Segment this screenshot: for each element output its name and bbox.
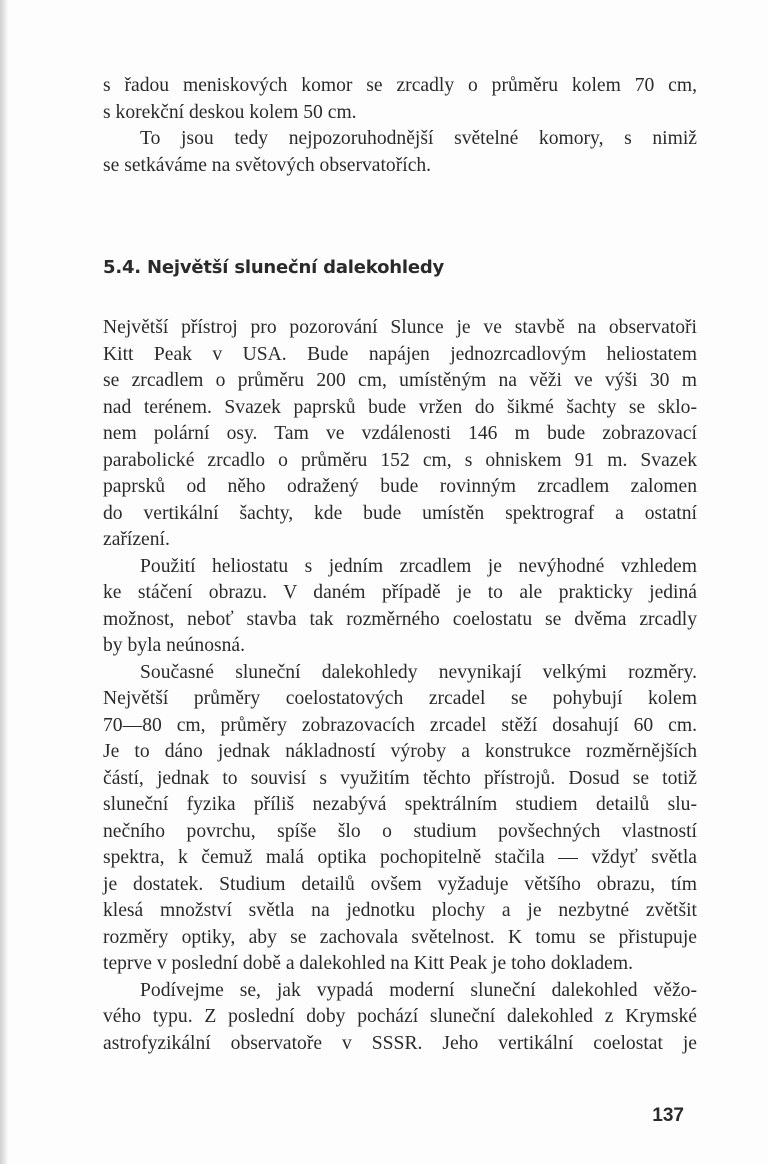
text-line: s řadou meniskových komor se zrcadly o průměru kolem 70 cm, [103, 75, 697, 96]
section-body [103, 315, 697, 1057]
paragraph [103, 978, 697, 1058]
text-line: Použití heliostatu s jedním zrcadlem je nevýhodné vzhledem [140, 555, 697, 577]
text-line: by byla neúnosná. [103, 635, 246, 656]
text-line: Největší průměry coelostatových zrcadel se pohybují kolem [103, 688, 697, 709]
text-line: Kitt Peak v USA. Bude napájen jednozrcadlovým heliostatem [103, 343, 697, 365]
text-line: částí, jednak to souvisí s využitím těchto přístrojů. Dosud se totiž [103, 767, 697, 789]
text-line: s korekční deskou kolem 50 cm. [103, 101, 357, 123]
paragraph [103, 554, 697, 660]
paragraph [103, 73, 697, 126]
text-line: Je to dáno jednak nákladností výroby a konstrukce rozměrnějších [103, 741, 697, 762]
text-line: se setkáváme na světových observatořích. [103, 154, 432, 176]
text-line: ke stáčení obrazu. V daném případě je to ale prakticky jediná [103, 582, 697, 603]
paragraph [103, 660, 697, 978]
text-line: Podívejme se, jak vypadá moderní sluneční dalekohled věžo- [140, 979, 697, 1001]
text-line: To jsou tedy nejpozoruhodnější světelné komory, s nimiž [140, 128, 697, 149]
text-line: Největší přístroj pro pozorování Slunce je ve stavbě na observatoři [103, 317, 697, 338]
text-line: zařízení. [103, 529, 170, 550]
intro-text [103, 73, 697, 179]
text-line: rozměry optiky, aby se zachovala světelnost. K tomu se přistupuje [103, 926, 697, 948]
text-line: teprve v poslední době a dalekohled na Kitt Peak je toho dokladem. [103, 953, 633, 974]
text-line: vého typu. Z poslední doby pochází sluneční dalekohled z Krymské [103, 1006, 697, 1027]
paragraph [103, 126, 697, 179]
text-line: nad terénem. Svazek paprsků bude vržen do šikmé šachty se sklo- [103, 396, 697, 418]
text-line: Současné sluneční dalekohledy nevynikají velkými rozměry. [140, 661, 697, 683]
text-line: klesá množství světla na jednotku plochy a je nezbytné zvětšit [103, 900, 697, 921]
page-binding-shadow [0, 0, 8, 1164]
text-line: nečního povrchu, spíše šlo o studium povšechných vlastností [103, 820, 697, 842]
text-line: parabolické zrcadlo o průměru 152 cm, s ohniskem 91 m. Svazek [103, 449, 697, 471]
text-line: nem polární osy. Tam ve vzdálenosti 146 m bude zobrazovací [103, 423, 697, 444]
paragraph [103, 315, 697, 554]
section-heading: 5.4. Největší sluneční dalekohledy [103, 257, 445, 278]
page-number: 137 [652, 1105, 684, 1126]
text-line: je dostatek. Studium detailů ovšem vyžaduje většího obrazu, tím [103, 873, 697, 895]
text-line: astrofyzikální observatoře v SSSR. Jeho vertikální coelostat je [103, 1032, 697, 1054]
text-line: se zrcadlem o průměru 200 cm, umístěným na věži ve výši 30 m [103, 370, 697, 391]
text-line: do vertikální šachty, kde bude umístěn spektrograf a ostatní [103, 502, 697, 524]
text-line: spektra, k čemuž malá optika pochopitelně stačila — vždyť světla [103, 847, 697, 868]
text-line: paprsků od něho odražený bude rovinným zrcadlem zalomen [103, 476, 697, 497]
text-line: možnost, neboť stavba tak rozměrného coelostatu se dvěma zrcadly [103, 608, 697, 630]
text-line: 70—80 cm, průměry zobrazovacích zrcadel stěží dosahují 60 cm. [103, 714, 697, 736]
text-line: sluneční fyzika příliš nezabývá spektrálním studiem detailů slu- [103, 794, 697, 815]
